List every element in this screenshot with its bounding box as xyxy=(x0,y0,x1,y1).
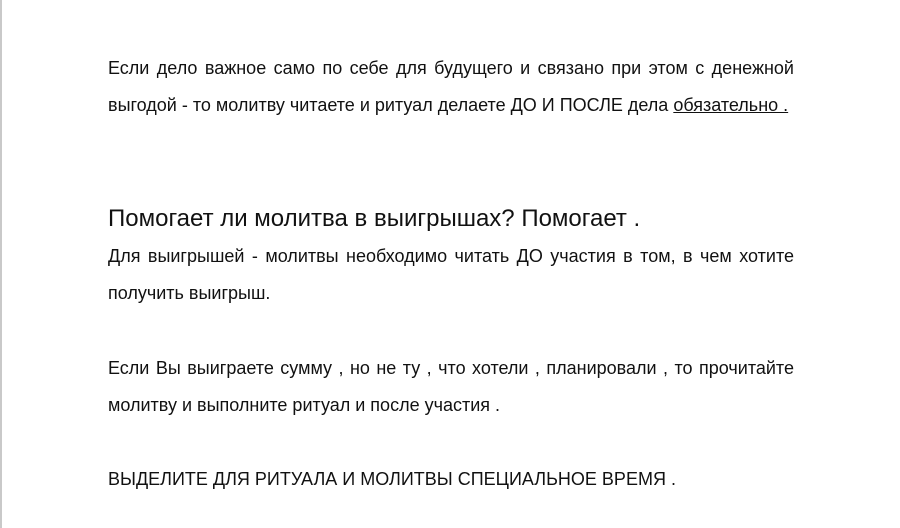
paragraph-special-time: ВЫДЕЛИТЕ ДЛЯ РИТУАЛА И МОЛИТВЫ СПЕЦИАЛЬНОЕ ВРЕМЯ . xyxy=(108,469,676,489)
page-left-edge xyxy=(0,0,2,528)
section-heading: Помогает ли молитва в выигрышах? Помогает . xyxy=(108,205,641,232)
underlined-word-obyazatelno: обязательно . xyxy=(673,95,789,115)
paragraph-different-sum: Если Вы выиграете сумму , но не ту , что хотели , планировали , то прочитайте молитву и выполните ритуал и после участия . xyxy=(108,358,794,415)
paragraph-winnings: Для выигрышей - молитвы необходимо читать ДО участия в том, в чем хотите получить выигрыш. xyxy=(108,246,794,303)
document-page xyxy=(108,50,794,498)
paragraph-business xyxy=(108,50,794,161)
paragraph-business-text: Если дело важное само по себе для будущего и связано при этом с денежной выгодой - то молитву читаете и ритуал делаете ДО И ПОСЛЕ дела xyxy=(108,58,794,115)
